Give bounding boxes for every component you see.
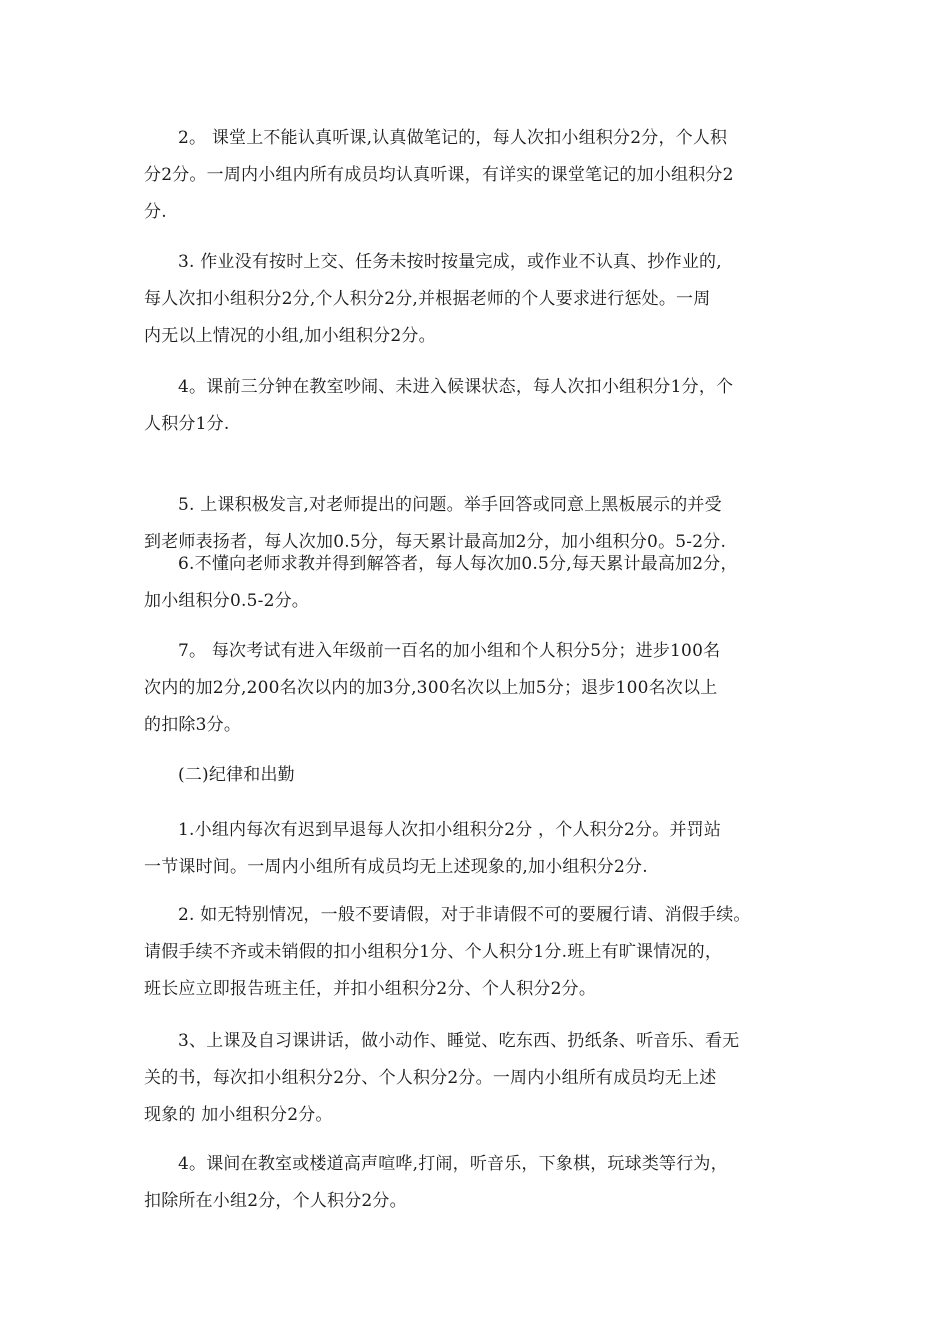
- paragraph-rule-6: [144, 546, 816, 620]
- text-line: 分.: [144, 202, 167, 222]
- paragraph-rule-3: [144, 244, 816, 355]
- paragraph-rule-4: [144, 369, 816, 443]
- text-line: 人积分1分.: [144, 414, 230, 434]
- section-heading: (二)纪律和出勤: [178, 765, 295, 785]
- text-line: 每人次扣小组积分2分,个人积分2分,并根据老师的个人要求进行惩处。一周: [144, 289, 711, 309]
- text-line: 2. 如无特别情况，一般不要请假，对于非请假不可的要履行请、消假手续。: [178, 905, 751, 925]
- text-line: 扣除所在小组2分，个人积分2分。: [144, 1191, 407, 1211]
- paragraph-discipline-4: [144, 1146, 816, 1220]
- text-line: 1.小组内每次有迟到早退每人次扣小组积分2分 ，个人积分2分。并罚站: [178, 820, 722, 840]
- text-line: 内无以上情况的小组,加小组积分2分。: [144, 326, 436, 346]
- text-line: 3、上课及自习课讲话，做小动作、睡觉、吃东西、扔纸条、听音乐、看无: [178, 1031, 740, 1051]
- section-heading-discipline: [144, 757, 816, 794]
- paragraph-discipline-2: [144, 897, 816, 1008]
- text-line: 4。课前三分钟在教室吵闹、未进入候课状态，每人次扣小组积分1分，个: [178, 377, 734, 397]
- text-line: 一节课时间。一周内小组所有成员均无上述现象的,加小组积分2分.: [144, 857, 648, 877]
- text-line: 班长应立即报告班主任，并扣小组积分2分、个人积分2分。: [144, 979, 597, 999]
- text-line: 分2分。一周内小组内所有成员均认真听课，有详实的课堂笔记的加小组积分2: [144, 165, 734, 185]
- paragraph-rule-7: [144, 633, 816, 744]
- text-line: 请假手续不齐或未销假的扣小组积分1分、个人积分1分.班上有旷课情况的，: [144, 942, 723, 962]
- text-line: 关的书，每次扣小组积分2分、个人积分2分。一周内小组所有成员均无上述: [144, 1068, 717, 1088]
- text-line: 6.不懂向老师求教并得到解答者，每人每次加0.5分,每天累计最高加2分，: [178, 554, 738, 574]
- text-line: 的扣除3分。: [144, 715, 242, 735]
- text-line: 到老师表扬者，每人次加0.5分，每天累计最高加2分，加小组积分0。5-2分.: [144, 532, 727, 552]
- text-line: 4。课间在教室或楼道高声喧哗,打闹，听音乐，下象棋，玩球类等行为，: [178, 1154, 728, 1174]
- text-line: 5. 上课积极发言,对老师提出的问题。举手回答或同意上黑板展示的并受: [178, 495, 722, 515]
- text-line: 3. 作业没有按时上交、任务未按时按量完成，或作业不认真、抄作业的,: [178, 252, 722, 272]
- text-line: 现象的 加小组积分2分。: [144, 1105, 333, 1125]
- text-line: 次内的加2分,200名次以内的加3分,300名次以上加5分；退步100名次以上: [144, 678, 718, 698]
- paragraph-discipline-3: [144, 1023, 816, 1134]
- text-line: 加小组积分0.5-2分。: [144, 591, 309, 611]
- paragraph-discipline-1: [144, 812, 816, 886]
- text-line: 7。 每次考试有进入年级前一百名的加小组和个人积分5分；进步100名: [178, 641, 721, 661]
- text-line: 2。 课堂上不能认真听课,认真做笔记的，每人次扣小组积分2分，个人积: [178, 128, 728, 148]
- paragraph-rule-2: [144, 120, 816, 231]
